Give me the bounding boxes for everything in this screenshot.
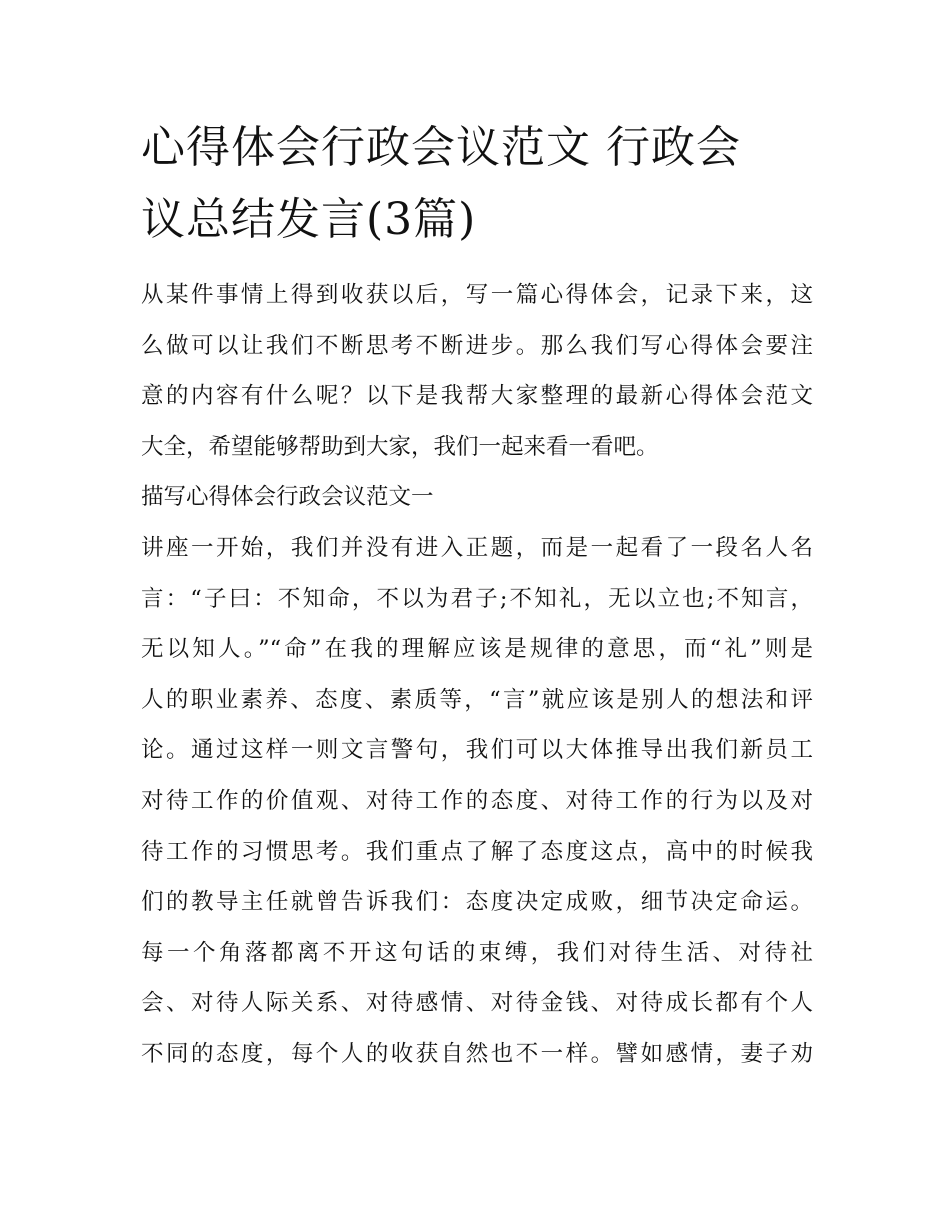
body-line: 无以知人。”“命”在我的理解应该是规律的意思，而“礼”则是 bbox=[141, 636, 813, 663]
body-line: 们的教导主任就曾告诉我们：态度决定成败，细节决定命运。 bbox=[141, 889, 813, 916]
body-line: 言：“子曰：不知命，不以为君子;不知礼，无以立也;不知言， bbox=[141, 585, 813, 612]
body-line: 每一个角落都离不开这句话的束缚，我们对待生活、对待社 bbox=[141, 939, 813, 966]
document-content bbox=[141, 112, 813, 1080]
body-line: 对待工作的价值观、对待工作的态度、对待工作的行为以及对 bbox=[141, 787, 813, 814]
body-line: 讲座一开始，我们并没有进入正题，而是一起看了一段名人名 bbox=[141, 534, 813, 561]
intro-line: 大全，希望能够帮助到大家，我们一起来看一看吧。 bbox=[141, 433, 659, 460]
intro-line: 么做可以让我们不断思考不断进步。那么我们写心得体会要注 bbox=[141, 332, 813, 359]
body-line: 论。通过这样一则文言警句，我们可以大体推导出我们新员工 bbox=[141, 737, 813, 764]
document-title bbox=[141, 112, 813, 256]
section-heading: 描写心得体会行政会议范文一 bbox=[141, 484, 434, 511]
document-body bbox=[141, 270, 813, 1080]
intro-line: 从某件事情上得到收获以后，写一篇心得体会，记录下来，这 bbox=[141, 282, 813, 308]
body-line: 会、对待人际关系、对待感情、对待金钱、对待成长都有个人 bbox=[141, 990, 813, 1017]
title-line: 议总结发言(3篇) bbox=[141, 194, 477, 245]
body-line: 待工作的习惯思考。我们重点了解了态度这点，高中的时候我 bbox=[141, 838, 813, 865]
body-line: 人的职业素养、态度、素质等，“言”就应该是别人的想法和评 bbox=[141, 686, 813, 713]
title-line: 心得体会行政会议范文 行政会 bbox=[141, 122, 741, 173]
body-line: 不同的态度，每个人的收获自然也不一样。譬如感情，妻子劝 bbox=[141, 1040, 813, 1067]
intro-line: 意的内容有什么呢？以下是我帮大家整理的最新心得体会范文 bbox=[141, 383, 813, 410]
